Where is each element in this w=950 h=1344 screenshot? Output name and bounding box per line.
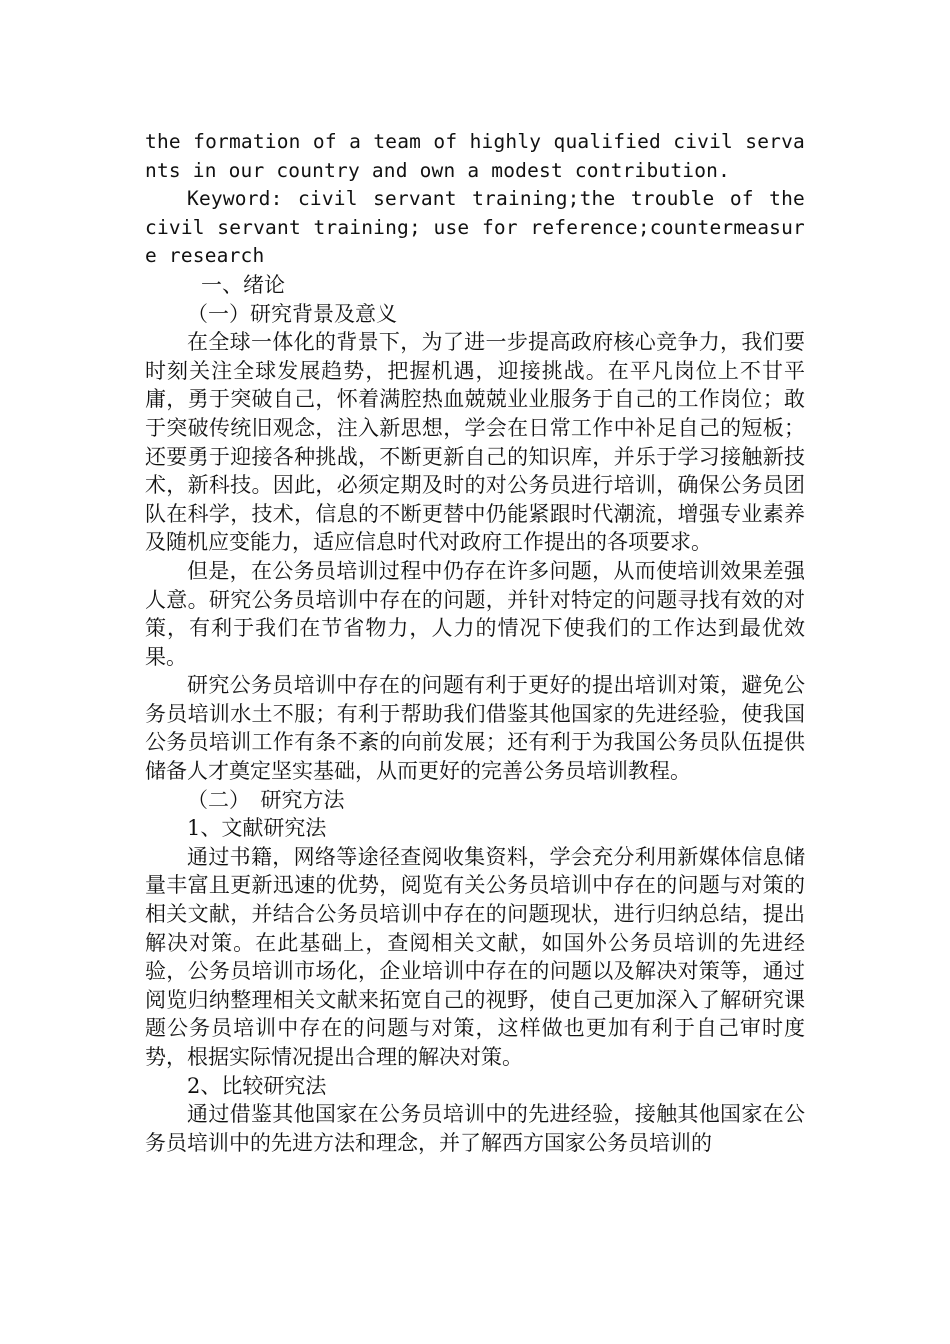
subsection-heading-background: （一）研究背景及意义 [187,301,397,326]
method-heading-comparative: 2、比较研究法 [187,1073,327,1098]
paragraph-background-3: 研究公务员培训中存在的问题有利于更好的提出培训对策，避免公务员培训水土不服；有利于帮助我们借鉴其他国家的先进经验，使我国公务员培训工作有条不紊的向前发展；还有利于为我国公务员队伍提供储备人才奠定坚实基础，从而更好的完善公务员培训教程。 [145,673,805,784]
paragraph-literature-method: 通过书籍，网络等途径查阅收集资料，学会充分利用新媒体信息储量丰富且更新迅速的优势，阅览有关公务员培训中存在的问题与对策的相关文献，并结合公务员培训中存在的问题现状，进行归纳总结，提出解决对策。在此基础上，查阅相关文献，如国外公务员培训的先进经验，公务员培训市场化，企业培训中存在的问题以及解决对策等，通过阅览归纳整理相关文献来拓宽自己的视野，使自己更加深入了解研究课题公务员培训中存在的问题与对策，这样做也更加有利于自己审时度势，根据实际情况提出合理的解决对策。 [145,844,805,1069]
abstract-en-ending: the formation of a team of highly qualified civil servants in our country and own a modest contribution. [145,130,805,182]
method-heading-literature: 1、文献研究法 [187,816,327,841]
document-body [145,128,805,1157]
section-heading-introduction: 一、绪论 [201,272,285,297]
abstract-en-keywords: Keyword: civil servant training;the trouble of the civil servant training; use for reference;countermeasure research [145,187,805,268]
subsection-heading-methods: （二） 研究方法 [187,787,345,812]
paragraph-background-1: 在全球一体化的背景下，为了进一步提高政府核心竞争力，我们要时刻关注全球发展趋势，把握机遇，迎接挑战。在平凡岗位上不甘平庸，勇于突破自己，怀着满腔热血兢兢业业服务于自己的工作岗位；敢于突破传统旧观念，注入新思想，学会在日常工作中补足自己的短板；还要勇于迎接各种挑战，不断更新自己的知识库，并乐于学习接触新技术，新科技。因此，必须定期及时的对公务员进行培训，确保公务员团队在科学，技术，信息的不断更替中仍能紧跟时代潮流，增强专业素养及随机应变能力，适应信息时代对政府工作提出的各项要求。 [145,330,805,555]
paragraph-comparative-method: 通过借鉴其他国家在公务员培训中的先进经验，接触其他国家在公务员培训中的先进方法和理念，并了解西方国家公务员培训的 [145,1102,805,1155]
paragraph-background-2: 但是，在公务员培训过程中仍存在许多问题，从而使培训效果差强人意。研究公务员培训中存在的问题，并针对特定的问题寻找有效的对策，有利于我们在节省物力，人力的情况下使我们的工作达到最优效果。 [145,558,805,669]
